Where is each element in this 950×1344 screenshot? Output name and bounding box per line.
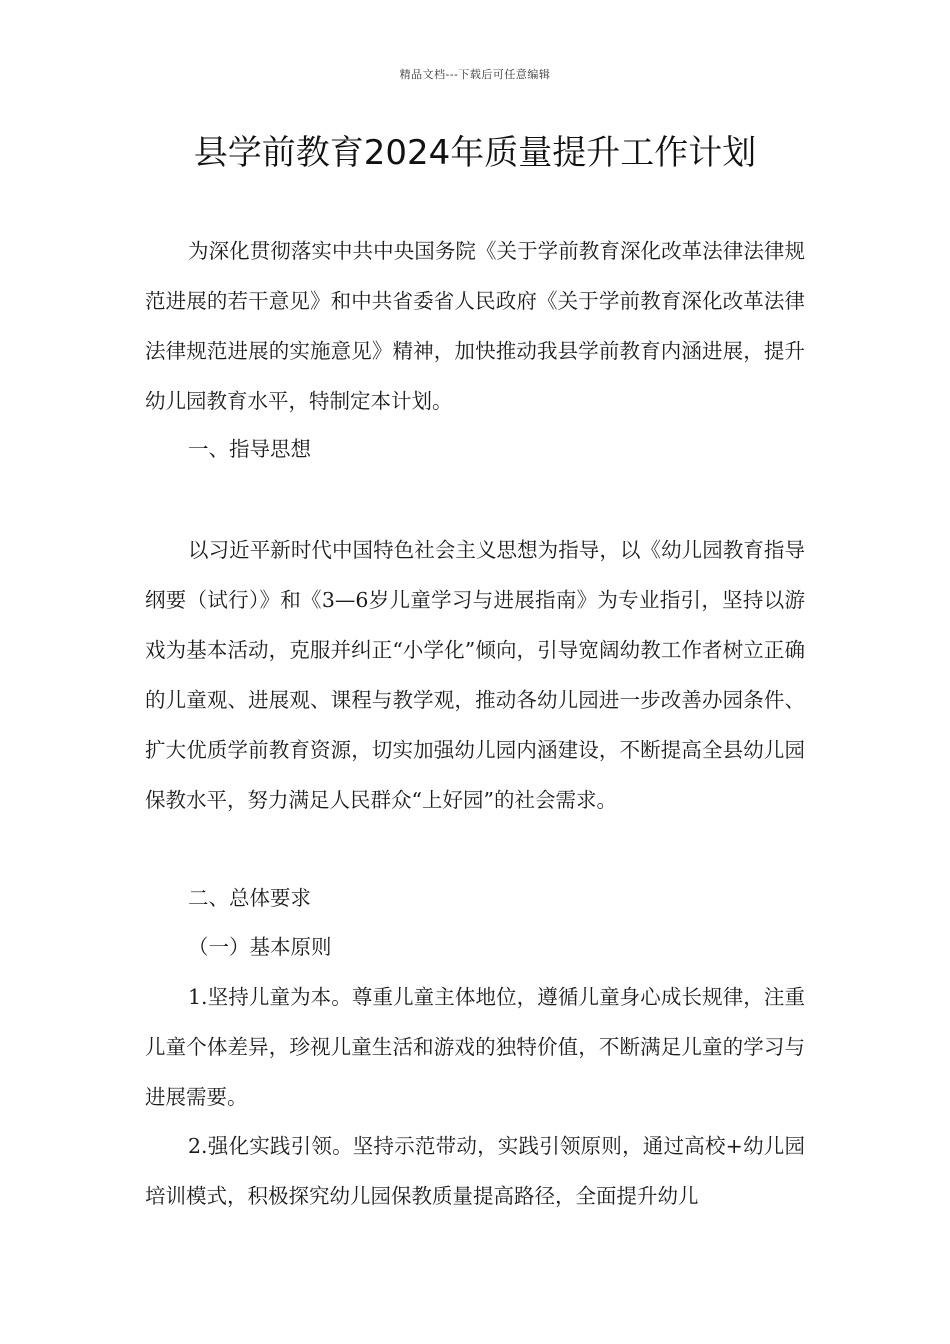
document-header-note: 精品文档---下载后可任意编辑: [399, 68, 551, 81]
section1-block: [145, 525, 805, 825]
section-heading-overall-requirements: 二、总体要求: [188, 886, 311, 910]
subsection-heading-basic-principles: （一）基本原则: [188, 935, 332, 959]
intro-paragraph: 为深化贯彻落实中共中央国务院《关于学前教育深化改革法律法律规范进展的若干意见》和中共省委省人民政府《关于学前教育深化改革法律法律规范进展的实施意见》精神，加快推动我县学前教育内涵进展，提升幼儿园教育水平，特制定本计划。: [145, 239, 805, 413]
document-title: 县学前教育2024年质量提升工作计划: [193, 133, 757, 173]
principle1-block: [145, 972, 805, 1122]
intro-block: [145, 226, 805, 426]
principle1-paragraph: 1.坚持儿童为本。尊重儿童主体地位，遵循儿童身心成长规律，注重儿童个体差异，珍视儿童生活和游戏的独特价值，不断满足儿童的学习与进展需要。: [145, 985, 805, 1109]
section-heading-guiding-ideology: 一、指导思想: [188, 437, 311, 461]
section1-paragraph: 以习近平新时代中国特色社会主义思想为指导，以《幼儿园教育指导纲要（试行）》和《3—6岁儿童学习与进展指南》为专业指引，坚持以游戏为基本活动，克服并纠正“小学化”倾向，引导宽阔幼教工作者树立正确的儿童观、进展观、课程与教学观，推动各幼儿园进一步改善办园条件、扩大优质学前教育资源，切实加强幼儿园内涵建设，不断提高全县幼儿园保教水平，努力满足人民群众“上好园”的社会需求。: [145, 538, 805, 812]
principle2-block: [145, 1121, 805, 1221]
principle2-paragraph: 2.强化实践引领。坚持示范带动，实践引领原则，通过高校+幼儿园培训模式，积极探究幼儿园保教质量提高路径，全面提升幼儿: [145, 1134, 805, 1208]
